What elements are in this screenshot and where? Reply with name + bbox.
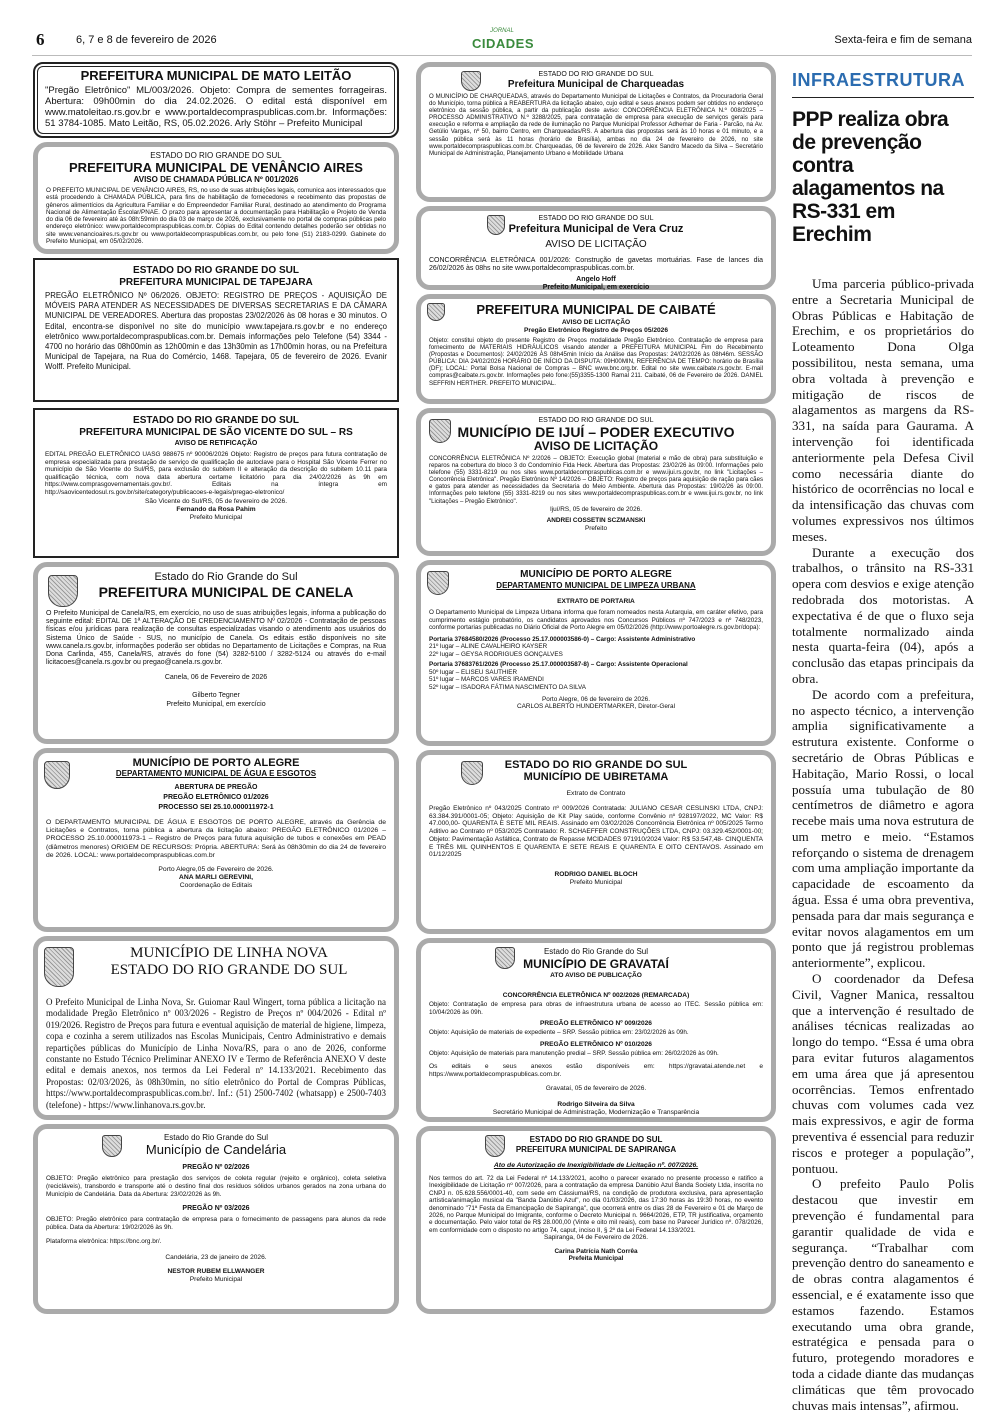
ad-list-item: 50º lugar – ELISEU SAUTHIER bbox=[429, 668, 518, 676]
ad-signer: Angelo Hoff bbox=[576, 275, 616, 283]
ad-ijui bbox=[416, 408, 776, 556]
ad-portaria-list bbox=[429, 636, 763, 692]
ad-body: "Pregão Eletrônico" ML/003/2026. Objeto: Compra de sementes forrageiras. Abertura: 09h00min do dia 24.02.2026. O edital está disponível em www.matoleitao.rs.gov.br e www.portaldecompraspublicas.com.br. Informações: 51 3784-1085. Mato Leitão, RS, 05.02.2026. Arly Stöhr – Prefeito Municipal bbox=[45, 85, 387, 129]
ad-subtitle: ATO AVISO DE PUBLICAÇÃO bbox=[550, 972, 642, 979]
ad-porto-alegre-dmlu bbox=[416, 560, 776, 746]
canela-crest bbox=[48, 575, 78, 607]
ad-place: Porto Alegre,05 de Fevereiro de 2026. bbox=[158, 866, 274, 874]
article-category: INFRAESTRUTURA bbox=[792, 70, 974, 98]
ad-body: OBJETO: Pregão eletrônico para prestação dos serviços de coleta regular (rejeito e orgânico), coleta seletiva (recicláveis), transbordo e transporte até o destino final dos resíduos sólidos urbanos gerados na zona urbana do Município de Candelária. Data da Abertura: 23/02/2026 às 9h. bbox=[46, 1175, 386, 1198]
newspaper-logo bbox=[472, 28, 535, 53]
article-paragraph: O prefeito Paulo Polis destacou que investir em prevenção é fundamental para garantir qualidade de vida e segurança. “Trabalhar com prevenção dentro do saneamento e de obras contra alagamentos é essencial, e é exatamente isso que estamos fazendo. Estamos executando uma obra grande, estratégica e pensada para o futuro, protegendo moradores e toda a cidade diante das mudanças climáticas que têm provocado chuvas mais intensas”, afirmou. bbox=[792, 1176, 974, 1413]
ad-body: OBJETO: Pregão eletrônico para contratação de empresa para o fornecimento de passagens para alunos da rede pública. Data da Abertura: 19/02/2026 às 9h. bbox=[46, 1216, 386, 1232]
ad-place: Candelária, 23 de janeiro de 2026. bbox=[165, 1253, 267, 1261]
ad-subtitle: AVISO DE CHAMADA PÚBLICA Nº 001/2026 bbox=[133, 175, 299, 184]
ad-body: CONCORRÊNCIA ELETRÔNICA 001/2026: Construção de gavetas mortuárias. Fase de lances dia 26/02/2026 às 08hs no site www.portaldecompraspublicas.com.br. bbox=[429, 257, 763, 273]
ad-signer: NESTOR RUBEM ELLWANGER bbox=[167, 1267, 265, 1275]
ad-tapejara bbox=[33, 258, 399, 402]
ad-sapiranga bbox=[416, 1126, 776, 1314]
article-title: PPP realiza obra de prevenção contra alagamentos na RS-331 em Erechim bbox=[792, 108, 949, 246]
ad-body: O PREFEITO MUNICIPAL DE VENÂNCIO AIRES, RS, no uso de suas atribuições legais, comunica aos interessados que está procedendo à CHAMADA PÚBLICA, para fins de habilitação de fornecedores e recebimento das propostas de gêneros alimentícios da Agricultura Familiar e do Empreendedor Familiar Rural, destinado ao atendimento do Programa Nacional de Alimentação Escolar/PNAE. O prazo para apresentar a documentação para Habilitação e Projeto de Venda do dia 06 de fevereiro até às 08h:59min do dia 03 de março de 2026, exclusivamente no portal de compras públicas pelo endereço eletrônico: www.portaldecompraspublicas.com.br. Cópias do Edital contendo detalhes poderão ser obtidas no site www.venancioaires.rs.gov.br ou www.portaldecompraspublicas.com.br, ou pelo fone (51) 2183-0299. Gabinete do Prefeito Municipal, em 05/02/2026. bbox=[46, 187, 386, 246]
gravatai-crest bbox=[495, 947, 515, 969]
ad-signer: Fernando da Rosa Pahim bbox=[176, 505, 256, 513]
ad-line: PREGÃO ELETRÔNICO 01/2026 bbox=[163, 794, 269, 801]
ad-subtitle: DEPARTAMENTO MUNICIPAL DE LIMPEZA URBANA bbox=[496, 581, 696, 590]
ad-sao-vicente-do-sul bbox=[33, 408, 399, 558]
ijui-crest bbox=[429, 419, 451, 443]
ad-vera-cruz bbox=[416, 206, 776, 290]
ad-signature bbox=[429, 506, 763, 533]
ad-subtitle: Ato de Autorização de Inexigibilidade de Licitação nº. 007/2026. bbox=[493, 1162, 699, 1169]
ad-state: ESTADO DO RIO GRANDE DO SUL bbox=[110, 962, 348, 978]
ad-signature bbox=[46, 673, 386, 709]
ad-place: Porto Alegre, 06 de fevereiro de 2026. bbox=[541, 695, 650, 703]
ad-state: Estado do Rio Grande do Sul bbox=[154, 571, 298, 583]
ad-subtitle: Extrato de Contrato bbox=[566, 790, 626, 797]
ad-title: MUNICÍPIO DE PORTO ALEGRE bbox=[132, 757, 300, 769]
ad-linha-nova bbox=[33, 936, 399, 1120]
ad-title: PREFEITURA MUNICIPAL DE CAIBATÉ bbox=[476, 302, 716, 317]
ad-body: CONCORRÊNCIA ELETRÔNICA Nº 2/2026 – OBJETO: Execução global (material e mão de obra) para substituição e reparos na cobertura do bloco 3 do Condomínio Fida Heck. Abertura das Propostas: 23/02/26 às 09:00. Informações pelo telefone (55) 3331-8219 ou nos sites www.portaldecompraspublicas.com.br e www.ijui.rs.gov.br, no link "Licitações – Concorrência Eletrônica". Pregão Eletrônico Nº 14/2026 – OBJETO: Registro de preços para aquisição de ração para cães e gatos para atender as necessidades da Secretaria do Meio Ambiente. Abertura das Propostas: 19/02/26 às 09:00. Informações pelo telefone (55) 3331-8219 ou nos sites www.portaldecompraspublicas.com.br e www.ijui.rs.gov.br, no link "Licitações – Pregão Eletrônico". bbox=[429, 455, 763, 505]
ad-body: O DEPARTAMENTO MUNICIPAL DE ÁGUA E ESGOTOS DE PORTO ALEGRE, através da Gerência de Licitações e Contratos, torna pública a abertura da licitação abaixo: PREGÃO ELETRÔNICO 01/2026 – PROCESSO 25.10.000011973-1 – Registro de Preços para futura aquisição de tubos e conexões em PEAD (diâmetros menores) ORIGEM DE RECURSOS: Própria. ABERTURA: Será às 08h30min do dia 24 de fevereiro de 2026. LOCAL: www.portaldecompraspublicas.com.br bbox=[46, 819, 386, 859]
article-paragraph: Uma parceria público-privada entre a Secretaria Municipal de Obras Públicas e Habitação de Erechim, e os proprietários do Loteamento Dona Olga possibilitou, nesta semana, uma obra voltada à prevenção e mitigação de riscos de alagamentos as margens da RS-331, na saída para Gaurama. A intervenção foi identificada anteriormente pela Defesa Civil como necessária diante do histórico de ocorrências no local e da intensificação das chuvas com volumes expressivos nos últimos meses. bbox=[792, 276, 974, 544]
ad-list-item: 22º lugar – GEYSA RODRIGUES GONÇALVES bbox=[429, 650, 563, 658]
ad-signer: Rodrigo Silveira da Silva bbox=[557, 1101, 635, 1108]
ad-signature bbox=[429, 696, 763, 711]
ad-title: PREFEITURA MUNICIPAL DE CANELA bbox=[98, 584, 354, 600]
ad-gravatai bbox=[416, 938, 776, 1122]
page-number: 6 bbox=[36, 30, 45, 49]
ad-state: ESTADO DO RIO GRANDE DO SUL bbox=[150, 151, 282, 160]
ad-body: O MUNICÍPIO DE CHARQUEADAS, através do Departamento Municipal de Licitações e Contratos, da Procuradoria Geral do Município, torna pública a REABERTURA da licitação abaixo, cujo edital e seus anexos podem ser obtidos no endereço eletrônico da sessão pública, a partir da publicação deste aviso: CONCORRÊNCIA ELETRÔNICA N.º 008/2025 – PROCESSO ADMINISTRATIVO N.º 3288/2025, para contratação de empresa para execução de serviços gerais para execução e reforma e ampliação da rede de iluminação no Parque Municipal Professor Adhemar de Faria - Parcão, na Av. Getúlio Vargas, nº 50, bairro Centro, em Charqueadas/RS. A abertura das propostas será às 10 horas e 01 minuto, e a sessão pública será às 11 horas (horário de Brasília), ambas no dia 24 de fevereiro de 2026, no site www.portaldecompraspublicas.com.br. Charqueadas, 06 de fevereiro de 2026. Alex Sandro Macedo da Silva – Secretário Municipal de Administração, Planejamento Urbano e Mobilidade Urbana bbox=[429, 93, 763, 157]
ad-subtitle: AVISO DE LICITAÇÃO bbox=[545, 239, 647, 250]
article-paragraph: Durante a execução dos trabalhos, o trânsito na RS-331 opera com desvios e exige atenção redobrada dos motoristas. A expectativa é de que o fluxo seja totalmente normalizado ainda nesta quarta-feira (04), após a conclusão das etapas principais da obra. bbox=[792, 544, 974, 686]
ad-body: O Departamento Municipal de Limpeza Urbana informa que foram nomeados nesta Autarquia, em caráter efetivo, para cumprimento estágio probatório, os candidatos aprovados nos Concursos Públicos nº 747/2023 e nº 748/2023, conforme portarias publicadas no Diário Oficial de Porto Alegre em 05/02/2026 (http://www.portoalegre.rs.gov.br/dopa): bbox=[429, 609, 763, 631]
ad-signature bbox=[46, 1254, 386, 1284]
ad-signature bbox=[429, 1085, 763, 1117]
ad-candelaria bbox=[33, 1124, 399, 1314]
ad-role: Prefeito bbox=[584, 524, 608, 532]
news-article bbox=[792, 70, 974, 1413]
ad-subtitle-2: Pregão Eletrônico Registro de Preços 05/2026 bbox=[523, 327, 669, 334]
ad-signature bbox=[429, 1234, 763, 1263]
ad-place: São Vicente do Sul/RS, 05 de fevereiro de 2026. bbox=[144, 497, 288, 505]
ad-state: ESTADO DO RIO GRANDE DO SUL bbox=[529, 1135, 663, 1144]
caibate-crest bbox=[427, 303, 445, 321]
ad-line: PREGÃO ELETRÔNICO Nº 009/2026 bbox=[540, 1020, 652, 1027]
ad-role: Prefeito Municipal, em exercício bbox=[542, 283, 650, 291]
article-body bbox=[792, 276, 974, 1413]
ad-title: Município de Candelária bbox=[145, 1142, 287, 1157]
ad-role: Prefeito Municipal bbox=[189, 1275, 243, 1283]
ad-title: PREFEITURA MUNICIPAL DE TAPEJARA bbox=[119, 277, 313, 288]
ad-place: Gravataí, 05 de fevereiro de 2026. bbox=[545, 1085, 647, 1092]
ad-body: O Prefeito Municipal de Linha Nova, Sr. Guiomar Raul Wingert, torna pública a licitação na modalidade Pregão Eletrônico nº 003/2026 - Registro de Preços nº 004/2026 - Edital nº 019/2026. Registro de Preços para futura e eventual aquisição de material de higiene, limpeza, copa e cozinha a serem utilizados nas Escolas Municipais, Centro Administrativo e demais repartições públicas do Município de Linha Nova/RS, para o ano de 2026, conforme constante no Estudo Técnico Preliminar ANEXO IV e Termo de Referência ANEXO V deste edital e demais anexos, nos termos da Lei Federal nº 14.133/2021. Recebimento das Propostas: 02/03/2026, às 08h30min, no sítio eletrônico do Portal de Compras Públicas, https://www.portaldecompraspublicas.com.br/. Inf.: (51) 2500-7402 (whatsapp) e 2500-7403 (telefone) - https://www.linhanova.rs.gov.br. bbox=[46, 997, 386, 1110]
ad-line: ABERTURA DE PREGÃO bbox=[174, 784, 258, 791]
ad-title: PREFEITURA MUNICIPAL DE SAPIRANGA bbox=[515, 1145, 677, 1154]
logo-big-text: CIDADES bbox=[472, 36, 535, 51]
ad-signature bbox=[46, 866, 386, 890]
ad-canela bbox=[33, 562, 399, 744]
ad-venancio-aires bbox=[33, 142, 399, 254]
ad-title: MUNICÍPIO DE UBIRETAMA bbox=[523, 771, 669, 783]
ad-title: MUNICÍPIO DE IJUÍ – PODER EXECUTIVO bbox=[457, 424, 735, 440]
ad-line: PREGÃO ELETRÔNICO Nº 010/2026 bbox=[540, 1040, 652, 1048]
ad-signature bbox=[429, 276, 763, 292]
linha-nova-crest bbox=[44, 947, 74, 987]
ubiretama-crest bbox=[461, 761, 483, 785]
porto-alegre-crest bbox=[44, 761, 70, 789]
ad-porto-alegre-dmae bbox=[33, 748, 399, 932]
ad-body: Objeto: Aquisição de materiais de expediente – SRP. Sessão pública em: 23/02/2026 às 09h. bbox=[429, 1029, 689, 1036]
ad-list-item: 52º lugar – ISADORA FÁTIMA NASCIMENTO DA SILVA bbox=[429, 684, 586, 692]
ad-portaria-2: Portaria 37683761/2026 (Processo 25.17.000003587-8) – Cargo: Assistente Operacional bbox=[429, 661, 688, 669]
ad-title: MUNICÍPIO DE GRAVATAÍ bbox=[523, 957, 669, 971]
ad-title: MUNICÍPIO DE PORTO ALEGRE bbox=[520, 569, 672, 580]
ad-subtitle: AVISO DE LICITAÇÃO bbox=[533, 439, 659, 453]
ad-line: CONCORRÊNCIA ELETRÔNICA Nº 002/2026 (REMARCADA) bbox=[502, 992, 690, 999]
ad-place: Sapiranga, 04 de Fevereiro de 2026. bbox=[543, 1234, 649, 1242]
ad-role: Prefeito Municipal bbox=[189, 513, 243, 521]
ad-role: Prefeito Municipal, em exercício bbox=[166, 701, 266, 709]
ad-platform: Plataforma eletrônica: https://bnc.org.br/. bbox=[46, 1237, 162, 1245]
ad-state: ESTADO DO RIO GRANDE DO SUL bbox=[538, 417, 654, 424]
ad-list-item: 51º lugar – MARCOS VARES IRAMENDI bbox=[429, 676, 544, 684]
ad-list-item: 21º lugar – ALINE CAVALHEIRO KAYSER bbox=[429, 643, 548, 651]
porto-alegre-crest bbox=[427, 571, 449, 595]
ad-body: Nos termos do art. 72 da Lei Federal nº 14.133/2021, acolho o parecer exarado no presente processo e ratifico a Inexigibilidade de Licitação nº 007/2026, para a contratação da empresa Danúbio Azul Banda Society Ltda, inscrita no CNPJ n. 05.628.556/0001-40, com sede em Cássiumal/RS, na condição de produtora exclusiva, para apresentação artística/animação musical da "Banda Danúbio Azul", no dia 01/03/2026, das 17:30 horas às 19:30 horas, no evento denominado "71ª Festa da Emancipação de Sapiranga", que ocorrerá entre os dias 28 de Fevereiro e 01 de Março de 2026, no Parque Municipal do Imigrante, conforme o Decreto Municipal n. 9664/2026, ETP, TR justificativa, orçamento e documentação. Pelo valor total de R$ 28.000,00 (Vinte e oito mil reais), com base no Parecer Jurídico nº. 078/2026, em conformidade com o disposto no artigo 74, caput, inciso II, § 2º da Lei Federal 14.133/2021. bbox=[429, 1175, 763, 1234]
ad-signer: ANA MARLI GEREVINI, bbox=[178, 874, 254, 882]
sapiranga-crest bbox=[485, 1135, 505, 1157]
ad-state: ESTADO DO RIO GRANDE DO SUL bbox=[538, 215, 654, 222]
candelaria-crest bbox=[102, 1135, 122, 1157]
ad-line: PROCESSO SEI 25.10.000011972-1 bbox=[158, 804, 274, 811]
ad-state: ESTADO DO RIO GRANDE DO SUL bbox=[538, 71, 654, 78]
ad-state: ESTADO DO RIO GRANDE DO SUL bbox=[504, 759, 688, 771]
ad-body: PREGÃO ELETRÔNICO Nº 06/2026. OBJETO: REGISTRO DE PREÇOS - AQUISIÇÃO DE MÓVEIS PARA ATENDER AS NECESSIDADES DE DIVERSAS SECRETARIAS E DA CÂMARA MUNICIPAL DE VEREADORES. Abertura das propostas 23/02/2026 às 08 horas e 30 minutos. O Edital, encontra-se disponível no site do município www.tapejara.rs.gov.br e no endereço eletrônico www.portaldecompraspublicas.com.br. Demais informações pelo Telefone (54) 3344 - 4700 no horário das 08h00min as 12h00min e das 13h30min as 17h00min horas, ou na Prefeitura Municipal de Tapejara, na Rua do Comércio, 1468. Tapejara, 05 de fevereiro de 2026. Evanir Wolff. Prefeito Municipal. bbox=[45, 291, 387, 372]
ad-body: Os editais e seus anexos estão disponíveis em: https://gravatai.atende.net e https://www.portaldecompraspublicas.com.br. bbox=[429, 1063, 763, 1078]
ad-title: Prefeitura Municipal de Vera Cruz bbox=[508, 223, 684, 235]
ad-body: Objeto: Contratação de empresa para obras de infraestrutura urbana de acesso ao ITEC. Sessão pública em: 10/04/2026 às 09h. bbox=[429, 1001, 763, 1016]
ad-state: ESTADO DO RIO GRANDE DO SUL bbox=[133, 415, 299, 426]
ad-signature bbox=[429, 871, 763, 887]
ad-subtitle: AVISO DE RETIFICAÇÃO bbox=[174, 440, 258, 447]
ad-subtitle: DEPARTAMENTO MUNICIPAL DE ÁGUA E ESGOTOS bbox=[115, 769, 317, 778]
ad-subtitle: AVISO DE LICITAÇÃO bbox=[561, 319, 631, 326]
vera-cruz-crest bbox=[487, 215, 505, 235]
ad-signer: CARLOS ALBERTO HUNDERTMARKER, Diretor-Geral bbox=[516, 703, 676, 711]
ad-title: Prefeitura Municipal de Charqueadas bbox=[507, 79, 685, 90]
ad-body: Pregão Eletrônico nº 043/2025 Contrato nº 009/2026 Contratada: JULIANO CESAR CESLINSKI LTDA, CNPJ: 63.384.391/0001-05; Objeto: Aquisição de Kit Play saúde, conforme Convênio nº 928197/2022, MC Valor: R$ 47.000,00- QUARENTA E SETE MIL REAIS. Assinado em 03/02/2026 Concorrência Eletrônica nº 005/2025 Termo Aditivo ao Contrato nº 053/2025 Contratado: R. SCHAEFFER CONSTRUÇÕES LTDA, CNPJ: 03.329.452/0001-00; Objeto: Pavimentação Asfáltica, Contrato de Repasse MCIDADES 971910/2024 Valor: R$ 53.547,48- CINQUENTA E TRÊS MIL QUINHENTOS E QUARENTA E SETE REAIS E QUARENTA E OITO CENTAVOS. Assinado em 01/12/2025 bbox=[429, 805, 763, 859]
page-header bbox=[32, 28, 972, 56]
ad-signer: Carina Patrícia Nath Corrêa bbox=[554, 1247, 638, 1255]
ad-line: PREGÃO Nº 02/2026 bbox=[182, 1164, 250, 1171]
ad-role: Secretário Municipal de Administração, Modernização e Transparência bbox=[492, 1109, 700, 1116]
charqueadas-crest bbox=[461, 71, 481, 91]
article-paragraph: De acordo com a prefeitura, no aspecto técnico, a intervenção amplia significativamente a estrutura existente. Conforme o secretário de Obras Públicas e Habitação, Mario Rossi, o local possuía uma tubulação de 80 centímetros de diâmetro e agora recebe mais uma nova estrutura de um metro e meio. “Estamos reforçando o sistema de drenagem com uma ampliação importante da capacidade de escoamento da água. Essa é uma obra preventiva, pensada para dar mais segurança e evitar novos alagamentos em um ponto que já registrou problemas anteriormente”, explicou. bbox=[792, 686, 974, 971]
ad-body: Objeto: Aquisição de materiais para manutenção predial – SRP. Sessão pública em: 26/02/2026 às 09h. bbox=[429, 1049, 719, 1057]
ad-portaria-1: Portaria 37684580/2026 (Processo 25.17.000003586-0) – Cargo: Assistente Administrativo bbox=[429, 635, 696, 643]
ad-ubiretama bbox=[416, 750, 776, 934]
ad-signer: ANDREI COSSETIN SCZMANSKI bbox=[546, 517, 646, 525]
ad-place: Ijuí/RS, 05 de fevereiro de 2026. bbox=[549, 505, 642, 513]
ad-state: Estado do Rio Grande do Sul bbox=[163, 1133, 269, 1142]
article-paragraph: O coordenador da Defesa Civil, Vagner Manica, ressaltou que a intervenção é resultado de análises técnicas realizadas ao longo do tempo. “Essa é uma obra para evitar futuros alagamentos em uma área que já apresentou ocorrências. Temos enfrentado chuvas com volumes cada vez mais expressivos, e agir de forma preventiva é essencial para reduzir riscos e proteger a população”, pontuou. bbox=[792, 971, 974, 1176]
ad-signer: Gilberto Tegner bbox=[192, 692, 240, 700]
ad-place: Canela, 06 de Fevereiro de 2026 bbox=[164, 674, 268, 682]
ad-signature bbox=[45, 498, 387, 522]
ad-body: EDITAL PREGÃO ELETRÔNICO UASG 988675 nº 90006/2026 Objeto: Registro de preços para futura contratação de empresa especializada para prestação de serviço de qualificação de autoclave para o Hospital São Vicente Ferrer no município de São Vicente do Sul/RS, para exclusão do subitem II e alteração da descrição do subitem 10.11 para qualificação técnica, com nova data abertura certame licitatório para dia 24/02/2026 às 9h em https://www.comprasgovernamentais.gov.br/. Editais na íntegra em http://saovicentedosul.rs.gov.br/site/category/publicacoes-e-legais/pregao-eletronico/ bbox=[45, 451, 387, 496]
ad-title: PREFEITURA MUNICIPAL DE MATO LEITÃO bbox=[80, 68, 352, 83]
ad-body: O Prefeito Municipal de Canela/RS, em exercício, no uso de suas atribuições legais, informa a publicação do seguinte edital: EDITAL DE 1ª ALTERAÇÃO DE CREDENCIAMENTO Nº 02/2026 - Contratação de pessoas físicas e/ou jurídicas para realização de consultas especializadas visando o atendimento aos usuários do Sistema Único de Saúde - SUS, no município de Canela. Os editais estão disponíveis no site www.canela.rs.gov.br, informações poderão ser obtidas no Departamento de Licitações e Compras, na Rua Dona Carlinda, 455, Canela/RS, através do fone (54) 3282-5100 / 3282-5124 ou através do e-mail licitacoes@canela.rs.gov.br ou pregao@canela.rs.gov.br. bbox=[46, 610, 386, 667]
ad-role: Prefeito Municipal bbox=[569, 878, 623, 886]
ad-mato-leitao bbox=[33, 62, 399, 138]
ad-charqueadas bbox=[416, 62, 776, 202]
ad-role: Prefeita Municipal bbox=[568, 1255, 624, 1263]
ad-signer: RODRIGO DANIEL BLOCH bbox=[554, 870, 638, 878]
ad-title: PREFEITURA MUNICIPAL DE SÃO VICENTE DO SUL – RS bbox=[79, 427, 353, 438]
ad-role: Coordenação de Editais bbox=[179, 882, 253, 890]
edition-day: Sexta-feira e fim de semana bbox=[834, 34, 972, 46]
ad-caibate bbox=[416, 294, 776, 404]
ad-title: MUNICÍPIO DE LINHA NOVA bbox=[130, 945, 328, 961]
ad-title: PREFEITURA MUNICIPAL DE VENÂNCIO AIRES bbox=[69, 160, 363, 175]
ad-line: EXTRATO DE PORTARIA bbox=[557, 598, 635, 605]
ad-line: PREGÃO Nº 03/2026 bbox=[182, 1205, 250, 1213]
ad-state: Estado do Rio Grande do Sul bbox=[543, 947, 649, 956]
ad-state: ESTADO DO RIO GRANDE DO SUL bbox=[133, 265, 299, 276]
ad-body: Objeto: constitui objeto do presente Registro de Preços modalidade Pregão Eletrônico. Contratação de empresa para fornecimento de MATERIAIS HIDRÁULICOS visando atender a PREFEITURA MUNICIPAL Fim do Recebimento (Propostas e Documentos): 24/02/2026 ÀS 08h45min Início da Análise das Propostas: 24/02/2026 às 08h46m. SESSÃO PÚBLICA: DIA 24/02/2026 HORÁRIO DE INÍCIO DA DISPUTA: 09H00MIN, REFERÊNCIA DE TEMPO: horário de Brasília (DF); LOCAL: Portal Bolsa Nacional de Compras – BNC www.bnc.org.br. Edital no site www.caibate.rs.gov.br. E-mail compras@caibate.rs.gov.br. Informações pelo fone:(55)3355-1300 Ramal 211. Caibaté, 06 de Fevereiro de 2026. DANIEL SEFFRIN HERTHER. PREFEITO MUNICIPAL. bbox=[429, 337, 763, 387]
logo-small-text: JORNAL bbox=[490, 28, 514, 34]
edition-date: 6, 7 e 8 de fevereiro de 2026 bbox=[76, 34, 217, 46]
